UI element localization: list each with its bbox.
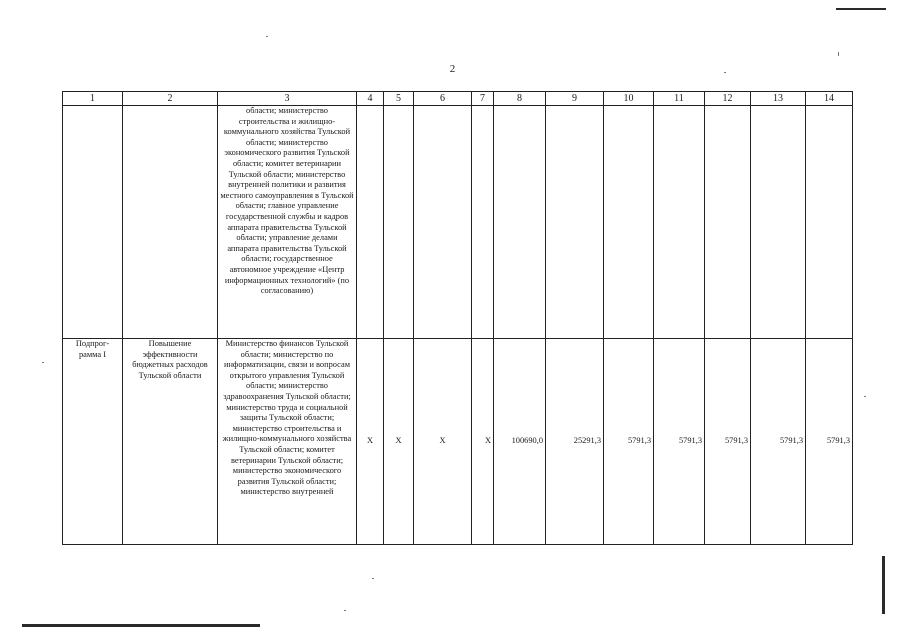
subprogram-code-cell: Подпрог-рамма I [63, 339, 123, 545]
table-row-continued [63, 106, 853, 339]
header-cell-2: 2 [123, 92, 218, 106]
value-cell-7: X [472, 339, 494, 545]
scan-speck [344, 610, 346, 611]
continued-code-cell [63, 106, 123, 339]
value-cell-11: 5791,3 [654, 339, 705, 545]
scan-speck [864, 396, 866, 397]
table-cell [494, 106, 546, 339]
header-cell-9: 9 [546, 92, 604, 106]
header-cell-7: 7 [472, 92, 494, 106]
subprogram-executors-cell: Министерство финансов Тульской области; министерство по информатизации, связи и вопросам открытого управления Тульской области; министерство здравоохранения Тульской области; министерство труда и социальной защиты Тульской области; министерство строительства и жилищно-коммунального хозяйства Тульской области; комитет ветеринарии Тульской области; министерство экономического развития Тульской области; министерство внутренней [218, 339, 357, 545]
header-cell-6: 6 [414, 92, 472, 106]
table-cell [604, 106, 654, 339]
scan-speck [42, 362, 44, 363]
value-cell-13: 5791,3 [751, 339, 806, 545]
value-cell-10: 5791,3 [604, 339, 654, 545]
value-cell-12: 5791,3 [705, 339, 751, 545]
header-cell-13: 13 [751, 92, 806, 106]
table-cell [654, 106, 705, 339]
scan-speck [266, 36, 268, 37]
value-cell-6: X [414, 339, 472, 545]
program-table [62, 91, 853, 545]
subprogram-name-cell: Повышение эффективности бюджетных расходов Тульской области [123, 339, 218, 545]
value-cell-4: X [357, 339, 384, 545]
table-cell [751, 106, 806, 339]
scan-speck [838, 52, 839, 56]
header-cell-1: 1 [63, 92, 123, 106]
scan-speck [724, 72, 726, 73]
continued-name-cell [123, 106, 218, 339]
header-cell-3: 3 [218, 92, 357, 106]
table-cell [806, 106, 853, 339]
header-row [63, 92, 853, 106]
value-cell-5: X [384, 339, 414, 545]
header-cell-10: 10 [604, 92, 654, 106]
scan-edge-top-right [836, 8, 886, 10]
table-cell [414, 106, 472, 339]
table-cell [357, 106, 384, 339]
table-cell [705, 106, 751, 339]
header-cell-4: 4 [357, 92, 384, 106]
header-cell-12: 12 [705, 92, 751, 106]
table-row-subprogram [63, 339, 853, 545]
value-cell-8: 100690,0 [494, 339, 546, 545]
header-cell-14: 14 [806, 92, 853, 106]
scan-edge-bottom-left [22, 624, 260, 627]
value-cell-9: 25291,3 [546, 339, 604, 545]
table-cell [472, 106, 494, 339]
continued-executors-cell: области; министерство строительства и жилищно-коммунального хозяйства Тульской области; министерство экономического развития Тульской области; комитет ветеринарии Тульской области; министерство внутренней политики и развития местного самоуправления в Тульской области; главное управление государственной службы и кадров аппарата правительства Тульской области; управление делами аппарата правительства Тульской области; государственное автономное учреждение «Центр информационных технологий» (по согласованию) [218, 106, 357, 339]
table-cell [546, 106, 604, 339]
header-cell-8: 8 [494, 92, 546, 106]
header-cell-11: 11 [654, 92, 705, 106]
header-cell-5: 5 [384, 92, 414, 106]
scan-speck [372, 578, 374, 579]
value-cell-14: 5791,3 [806, 339, 853, 545]
page-number: 2 [449, 63, 456, 75]
scan-edge-bottom-right [882, 556, 885, 614]
table-cell [384, 106, 414, 339]
